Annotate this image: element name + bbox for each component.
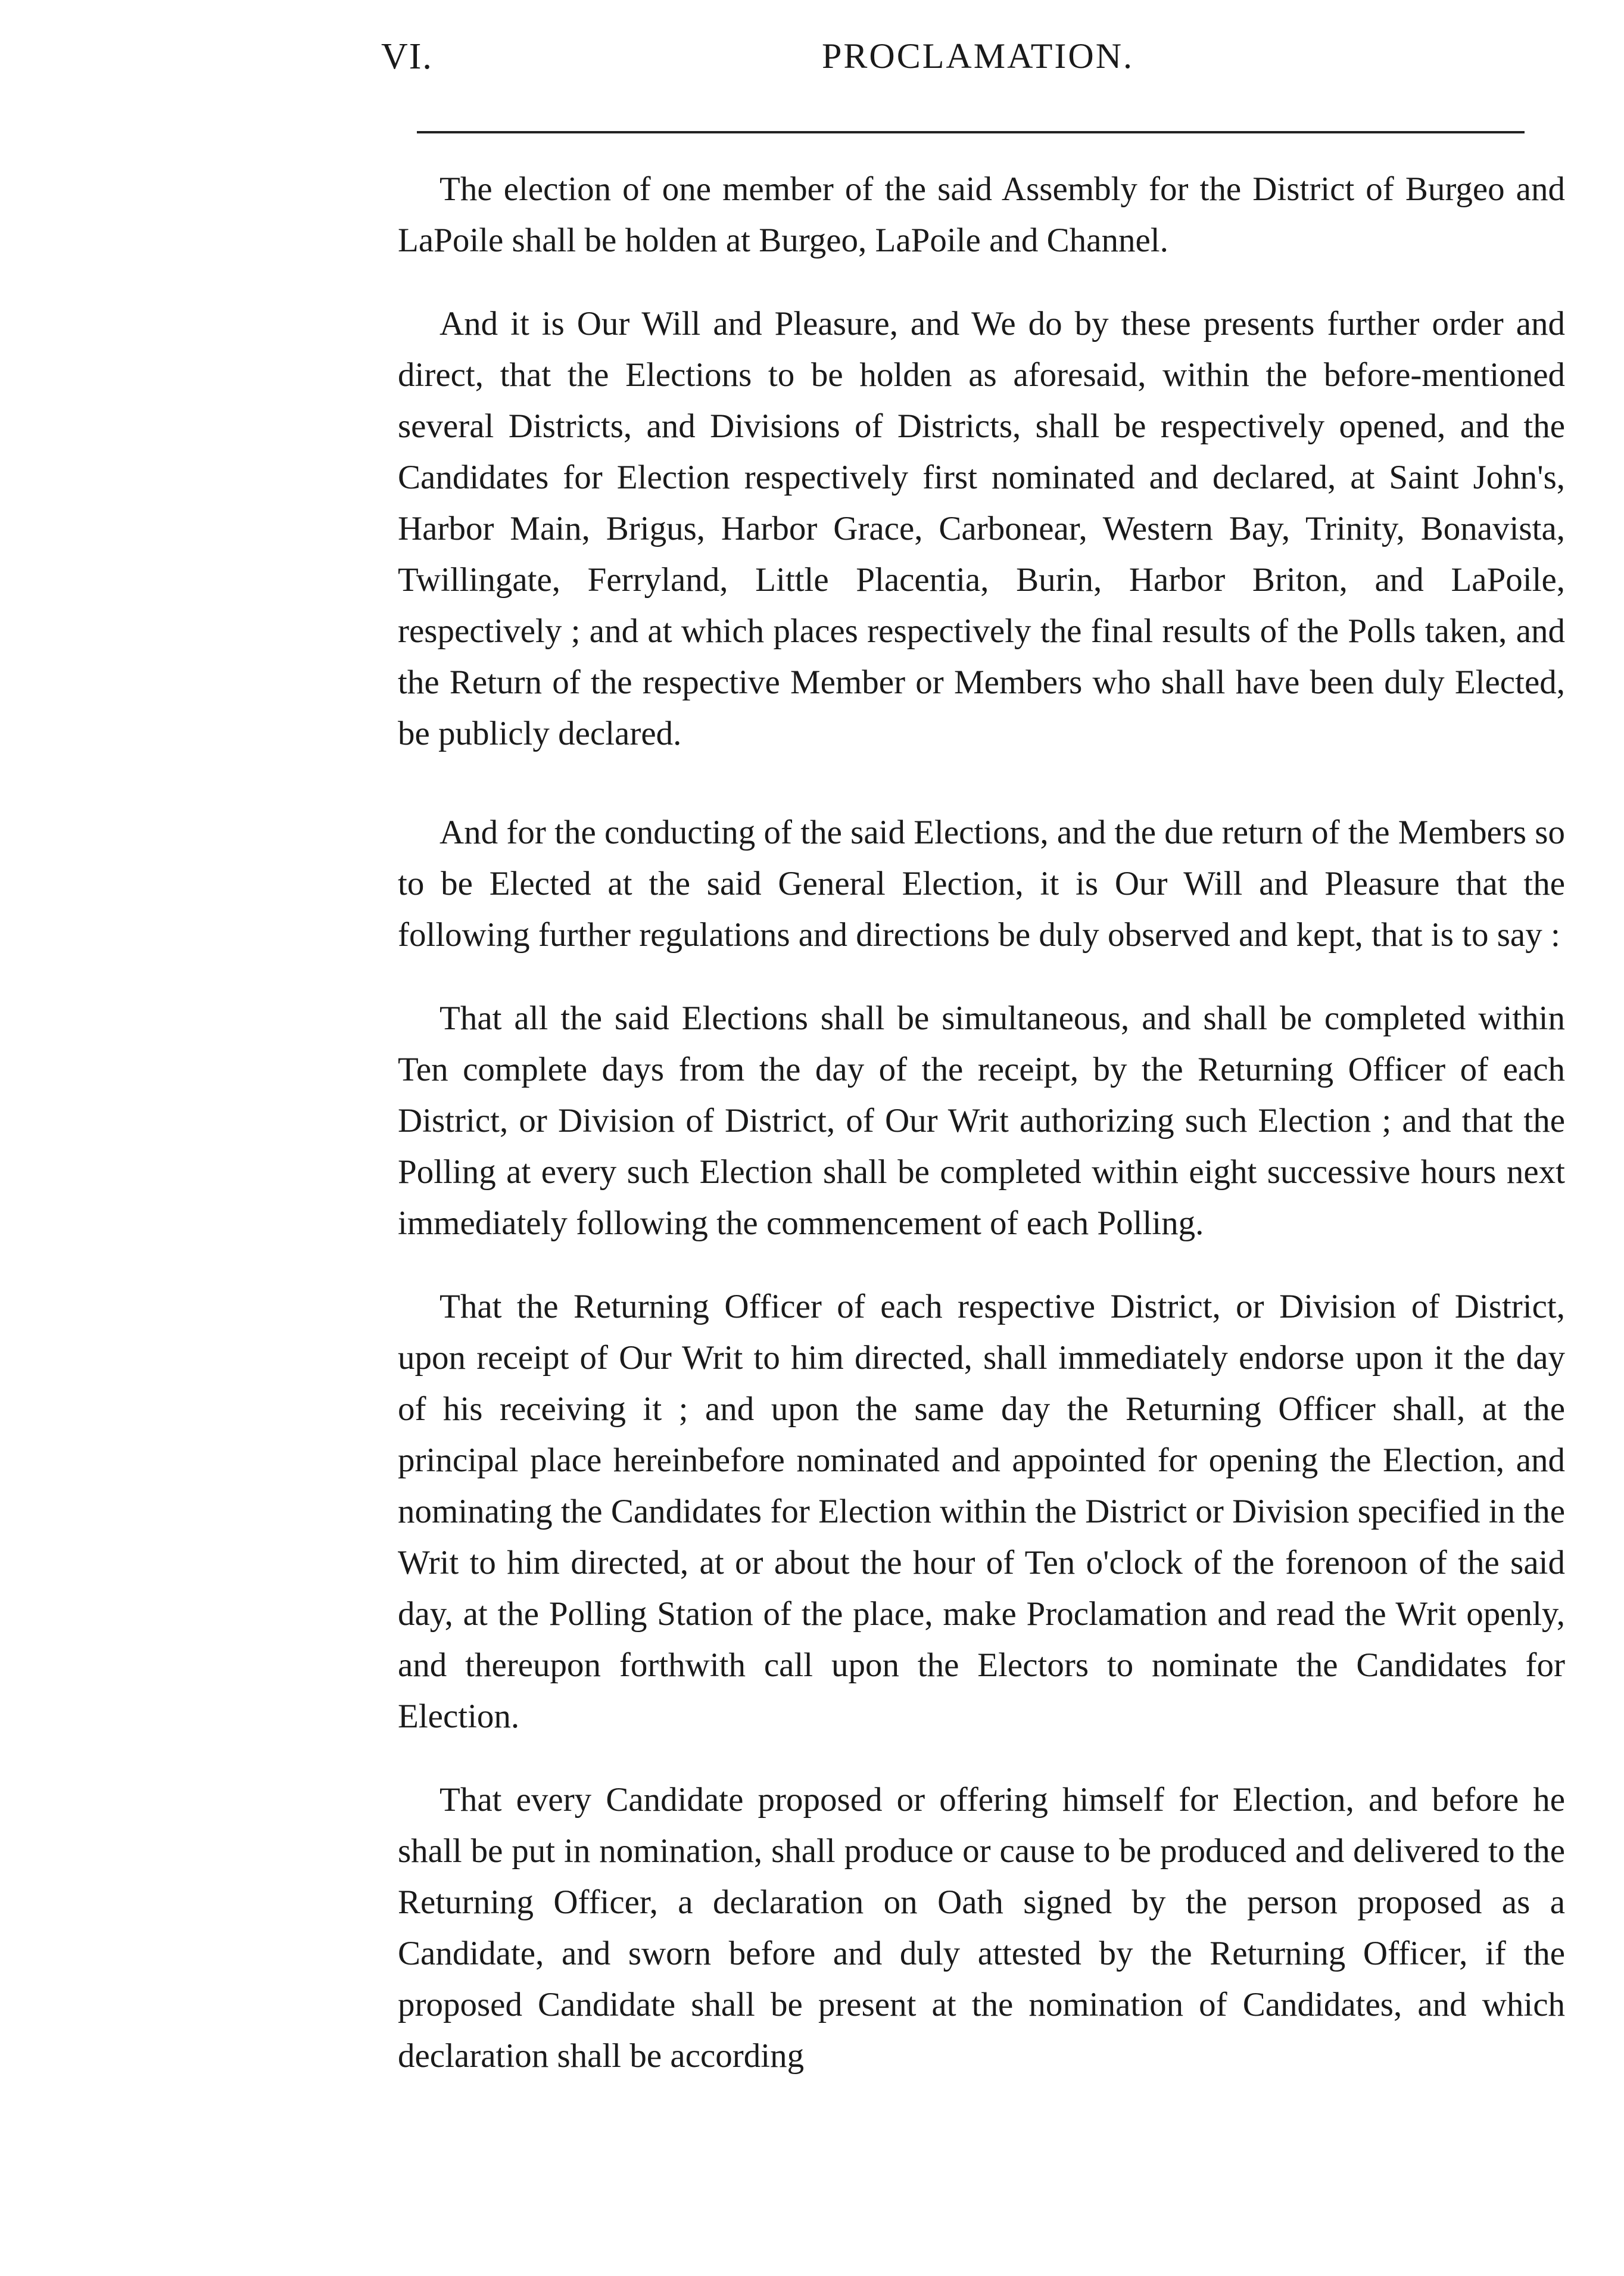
- page-number: VI.: [381, 36, 433, 77]
- body-text: [398, 164, 1565, 2082]
- paragraph: And for the conducting of the said Elections, and the due return of the Members so to be Elected at the said General Election, it is Our Will and Pleasure that the following further regulations and directions be duly observed and kept, that is to say :: [398, 814, 1565, 954]
- header-rule: [417, 131, 1525, 133]
- running-title: PROCLAMATION.: [822, 36, 1134, 76]
- paragraph: That all the said Elections shall be simultaneous, and shall be completed within Ten complete days from the day of the receipt, by the Returning Officer of each District, or Division of District, of Our Writ authorizing such Election ; and that the Polling at every such Election shall be completed within eight successive hours next immediately following the commencement of each Polling.: [398, 1000, 1565, 1242]
- paragraph: And it is Our Will and Pleasure, and We do by these presents further order and direct, that the Elections to be holden as aforesaid, within the before-mentioned several Districts, and Divisions of Districts, shall be respectively opened, and the Candidates for Election respectively first nominated and declared, at Saint John's, Harbor Main, Brigus, Harbor Grace, Carbonear, Western Bay, Trinity, Bonavista, Twillingate, Ferryland, Little Placentia, Burin, Harbor Briton, and LaPoile, respectively ; and at which places respectively the final results of the Polls taken, and the Return of the respective Member or Members who shall have been duly Elected, be publicly declared.: [398, 305, 1565, 752]
- paragraph: That every Candidate proposed or offering himself for Election, and before he shall be put in nomination, shall produce or cause to be produced and delivered to the Returning Officer, a declaration on Oath signed by the person proposed as a Candidate, and sworn before and duly attested by the Returning Officer, if the proposed Candidate shall be present at the nomination of Candidates, and which declaration shall be according: [398, 1781, 1565, 2075]
- page-header: [381, 36, 1531, 89]
- paragraph: That the Returning Officer of each respective District, or Division of District, upon receipt of Our Writ to him directed, shall immediately endorse upon it the day of his receiving it ; and upon the same day the Returning Officer shall, at the principal place hereinbefore nominated and appointed for opening the Election, and nominating the Candidates for Election within the District or Division specified in the Writ to him directed, at or about the hour of Ten o'clock of the forenoon of the said day, at the Polling Station of the place, make Proclamation and read the Writ openly, and thereupon forthwith call upon the Electors to nominate the Candidates for Election.: [398, 1288, 1565, 1735]
- paragraph: The election of one member of the said Assembly for the District of Burgeo and LaPoile shall be holden at Burgeo, LaPoile and Channel.: [398, 170, 1565, 259]
